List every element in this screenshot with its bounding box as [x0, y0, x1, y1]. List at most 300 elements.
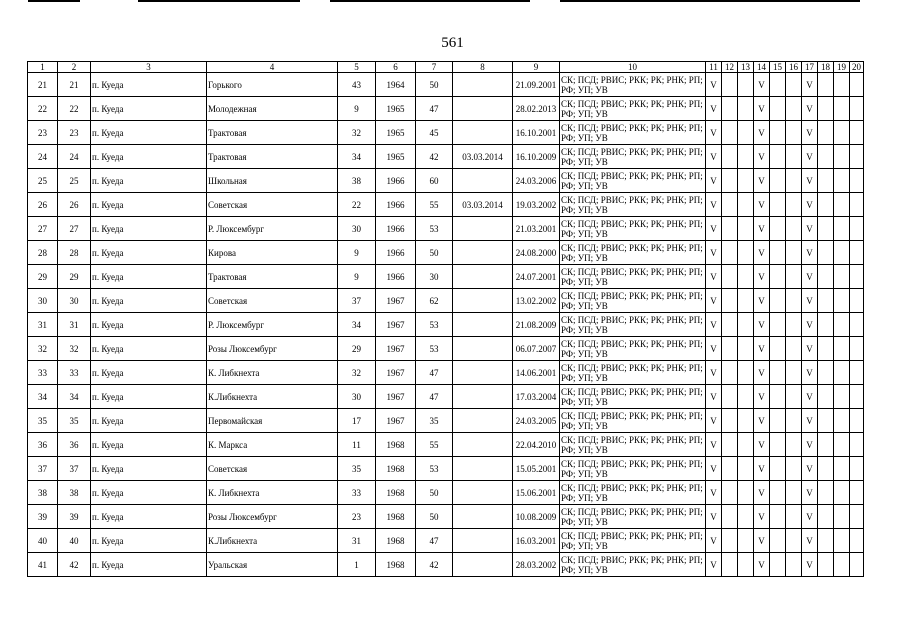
- mark-cell-20: [850, 433, 864, 457]
- mark-cell-11: V: [706, 457, 722, 481]
- mark-cell-13: [738, 313, 754, 337]
- equipment-list-cell: СК; ПСД; РВИС; РКК; РК; РНК; РП; РФ; УП; УВ: [560, 337, 706, 361]
- mark-cell-19: [834, 385, 850, 409]
- mark-cell-20: [850, 505, 864, 529]
- mark-cell-11: V: [706, 553, 722, 577]
- mark-cell-12: [722, 145, 738, 169]
- mark-cell-19: [834, 289, 850, 313]
- date-cell: 15.05.2001: [513, 457, 560, 481]
- mark-cell-17: V: [802, 337, 818, 361]
- mark-cell-12: [722, 529, 738, 553]
- street-cell: Кирова: [207, 241, 338, 265]
- mark-cell-19: [834, 121, 850, 145]
- mark-cell-14: V: [754, 433, 770, 457]
- date-cell: 17.03.2004: [513, 385, 560, 409]
- mark-cell-11: V: [706, 97, 722, 121]
- mark-cell-18: [818, 169, 834, 193]
- top-border-line: [28, 0, 80, 2]
- mark-cell-14: V: [754, 169, 770, 193]
- mark-cell-19: [834, 409, 850, 433]
- column-header-13: 13: [738, 62, 754, 73]
- equipment-list-cell: СК; ПСД; РВИС; РКК; РК; РНК; РП; РФ; УП; УВ: [560, 433, 706, 457]
- street-cell: Первомайская: [207, 409, 338, 433]
- mark-cell-12: [722, 553, 738, 577]
- mark-cell-16: [786, 553, 802, 577]
- mark-cell-14: V: [754, 265, 770, 289]
- mark-cell-18: [818, 457, 834, 481]
- mark-cell-17: V: [802, 145, 818, 169]
- row-number: 21: [28, 73, 58, 97]
- settlement-cell: п. Куеда: [91, 409, 207, 433]
- percent-cell: 42: [416, 553, 453, 577]
- mark-cell-16: [786, 121, 802, 145]
- row-number: 31: [28, 313, 58, 337]
- mark-cell-11: V: [706, 505, 722, 529]
- mark-cell-16: [786, 145, 802, 169]
- mark-cell-20: [850, 97, 864, 121]
- mark-cell-19: [834, 505, 850, 529]
- percent-cell: 47: [416, 529, 453, 553]
- row-number: 36: [28, 433, 58, 457]
- row-number: 24: [28, 145, 58, 169]
- house-number-cell: 33: [338, 481, 376, 505]
- column-header-2: 2: [58, 62, 91, 73]
- table-row: [28, 289, 864, 313]
- table-row: [28, 145, 864, 169]
- mark-cell-12: [722, 169, 738, 193]
- mark-cell-12: [722, 433, 738, 457]
- settlement-cell: п. Куеда: [91, 169, 207, 193]
- table-row: [28, 505, 864, 529]
- house-number-cell: 17: [338, 409, 376, 433]
- mark-cell-15: [770, 169, 786, 193]
- mark-cell-19: [834, 361, 850, 385]
- item-number: 39: [58, 505, 91, 529]
- mark-cell-18: [818, 289, 834, 313]
- item-number: 25: [58, 169, 91, 193]
- percent-cell: 30: [416, 265, 453, 289]
- percent-cell: 53: [416, 217, 453, 241]
- equipment-list-cell: СК; ПСД; РВИС; РКК; РК; РНК; РП; РФ; УП; УВ: [560, 385, 706, 409]
- mark-cell-18: [818, 409, 834, 433]
- mark-cell-11: V: [706, 289, 722, 313]
- date-cell: [453, 97, 513, 121]
- mark-cell-14: V: [754, 121, 770, 145]
- mark-cell-15: [770, 193, 786, 217]
- mark-cell-13: [738, 457, 754, 481]
- mark-cell-16: [786, 529, 802, 553]
- percent-cell: 53: [416, 337, 453, 361]
- top-border-line: [138, 0, 300, 2]
- mark-cell-17: V: [802, 553, 818, 577]
- item-number: 27: [58, 217, 91, 241]
- mark-cell-18: [818, 553, 834, 577]
- mark-cell-17: V: [802, 385, 818, 409]
- house-number-cell: 11: [338, 433, 376, 457]
- settlement-cell: п. Куеда: [91, 433, 207, 457]
- mark-cell-19: [834, 193, 850, 217]
- settlement-cell: п. Куеда: [91, 553, 207, 577]
- row-number: 23: [28, 121, 58, 145]
- mark-cell-14: V: [754, 337, 770, 361]
- date-cell: 15.06.2001: [513, 481, 560, 505]
- mark-cell-17: V: [802, 241, 818, 265]
- item-number: 38: [58, 481, 91, 505]
- header-row: [28, 62, 864, 73]
- mark-cell-20: [850, 553, 864, 577]
- mark-cell-16: [786, 337, 802, 361]
- mark-cell-12: [722, 193, 738, 217]
- settlement-cell: п. Куеда: [91, 73, 207, 97]
- row-number: 38: [28, 481, 58, 505]
- mark-cell-16: [786, 193, 802, 217]
- mark-cell-20: [850, 313, 864, 337]
- column-header-12: 12: [722, 62, 738, 73]
- percent-cell: 50: [416, 505, 453, 529]
- mark-cell-13: [738, 481, 754, 505]
- date-cell: [453, 553, 513, 577]
- mark-cell-15: [770, 553, 786, 577]
- settlement-cell: п. Куеда: [91, 97, 207, 121]
- house-number-cell: 34: [338, 313, 376, 337]
- date-cell: [453, 217, 513, 241]
- date-cell: 21.09.2001: [513, 73, 560, 97]
- street-cell: К. Либкнехта: [207, 481, 338, 505]
- mark-cell-17: V: [802, 457, 818, 481]
- mark-cell-18: [818, 145, 834, 169]
- column-header-5: 5: [338, 62, 376, 73]
- year-built-cell: 1966: [376, 217, 416, 241]
- house-number-cell: 34: [338, 145, 376, 169]
- item-number: 36: [58, 433, 91, 457]
- date-cell: 24.03.2006: [513, 169, 560, 193]
- mark-cell-14: V: [754, 217, 770, 241]
- year-built-cell: 1966: [376, 193, 416, 217]
- row-number: 40: [28, 529, 58, 553]
- mark-cell-20: [850, 409, 864, 433]
- year-built-cell: 1968: [376, 433, 416, 457]
- mark-cell-11: V: [706, 193, 722, 217]
- house-number-cell: 35: [338, 457, 376, 481]
- date-cell: [453, 361, 513, 385]
- mark-cell-19: [834, 265, 850, 289]
- mark-cell-17: V: [802, 97, 818, 121]
- date-cell: [453, 505, 513, 529]
- column-header-15: 15: [770, 62, 786, 73]
- mark-cell-11: V: [706, 241, 722, 265]
- date-cell: 03.03.2014: [453, 193, 513, 217]
- item-number: 42: [58, 553, 91, 577]
- equipment-list-cell: СК; ПСД; РВИС; РКК; РК; РНК; РП; РФ; УП; УВ: [560, 361, 706, 385]
- mark-cell-13: [738, 409, 754, 433]
- date-cell: 16.10.2009: [513, 145, 560, 169]
- street-cell: Советская: [207, 457, 338, 481]
- mark-cell-15: [770, 457, 786, 481]
- street-cell: Р. Люксембург: [207, 217, 338, 241]
- mark-cell-18: [818, 385, 834, 409]
- mark-cell-20: [850, 265, 864, 289]
- item-number: 34: [58, 385, 91, 409]
- mark-cell-13: [738, 73, 754, 97]
- percent-cell: 55: [416, 433, 453, 457]
- mark-cell-15: [770, 529, 786, 553]
- mark-cell-13: [738, 121, 754, 145]
- equipment-list-cell: СК; ПСД; РВИС; РКК; РК; РНК; РП; РФ; УП; УВ: [560, 145, 706, 169]
- mark-cell-12: [722, 73, 738, 97]
- mark-cell-15: [770, 313, 786, 337]
- mark-cell-15: [770, 121, 786, 145]
- row-number: 37: [28, 457, 58, 481]
- settlement-cell: п. Куеда: [91, 313, 207, 337]
- equipment-list-cell: СК; ПСД; РВИС; РКК; РК; РНК; РП; РФ; УП; УВ: [560, 409, 706, 433]
- item-number: 37: [58, 457, 91, 481]
- date-cell: [453, 385, 513, 409]
- street-cell: Трактовая: [207, 265, 338, 289]
- mark-cell-20: [850, 121, 864, 145]
- row-number: 33: [28, 361, 58, 385]
- date-cell: [453, 409, 513, 433]
- percent-cell: 60: [416, 169, 453, 193]
- date-cell: 14.06.2001: [513, 361, 560, 385]
- date-cell: 24.08.2000: [513, 241, 560, 265]
- mark-cell-16: [786, 385, 802, 409]
- date-cell: 06.07.2007: [513, 337, 560, 361]
- year-built-cell: 1968: [376, 505, 416, 529]
- mark-cell-16: [786, 265, 802, 289]
- percent-cell: 50: [416, 481, 453, 505]
- item-number: 35: [58, 409, 91, 433]
- mark-cell-20: [850, 361, 864, 385]
- column-header-18: 18: [818, 62, 834, 73]
- table-row: [28, 241, 864, 265]
- date-cell: 24.07.2001: [513, 265, 560, 289]
- settlement-cell: п. Куеда: [91, 241, 207, 265]
- mark-cell-18: [818, 529, 834, 553]
- mark-cell-11: V: [706, 481, 722, 505]
- mark-cell-18: [818, 481, 834, 505]
- mark-cell-18: [818, 97, 834, 121]
- mark-cell-12: [722, 121, 738, 145]
- mark-cell-14: V: [754, 457, 770, 481]
- row-number: 30: [28, 289, 58, 313]
- mark-cell-13: [738, 385, 754, 409]
- mark-cell-17: V: [802, 361, 818, 385]
- year-built-cell: 1967: [376, 313, 416, 337]
- settlement-cell: п. Куеда: [91, 265, 207, 289]
- mark-cell-18: [818, 73, 834, 97]
- mark-cell-20: [850, 385, 864, 409]
- settlement-cell: п. Куеда: [91, 481, 207, 505]
- mark-cell-20: [850, 217, 864, 241]
- column-header-11: 11: [706, 62, 722, 73]
- mark-cell-14: V: [754, 73, 770, 97]
- equipment-list-cell: СК; ПСД; РВИС; РКК; РК; РНК; РП; РФ; УП; УВ: [560, 481, 706, 505]
- street-cell: Школьная: [207, 169, 338, 193]
- mark-cell-15: [770, 361, 786, 385]
- equipment-list-cell: СК; ПСД; РВИС; РКК; РК; РНК; РП; РФ; УП; УВ: [560, 529, 706, 553]
- house-number-cell: 9: [338, 97, 376, 121]
- mark-cell-11: V: [706, 313, 722, 337]
- house-number-cell: 30: [338, 385, 376, 409]
- street-cell: Р. Люксембург: [207, 313, 338, 337]
- mark-cell-17: V: [802, 529, 818, 553]
- mark-cell-14: V: [754, 193, 770, 217]
- mark-cell-20: [850, 457, 864, 481]
- year-built-cell: 1966: [376, 241, 416, 265]
- settlement-cell: п. Куеда: [91, 505, 207, 529]
- table-row: [28, 73, 864, 97]
- street-cell: Уральская: [207, 553, 338, 577]
- mark-cell-15: [770, 217, 786, 241]
- equipment-list-cell: СК; ПСД; РВИС; РКК; РК; РНК; РП; РФ; УП; УВ: [560, 97, 706, 121]
- date-cell: [453, 481, 513, 505]
- settlement-cell: п. Куеда: [91, 337, 207, 361]
- date-cell: [453, 241, 513, 265]
- item-number: 24: [58, 145, 91, 169]
- row-number: 22: [28, 97, 58, 121]
- date-cell: [453, 265, 513, 289]
- percent-cell: 62: [416, 289, 453, 313]
- percent-cell: 50: [416, 73, 453, 97]
- table-row: [28, 313, 864, 337]
- mark-cell-11: V: [706, 265, 722, 289]
- mark-cell-15: [770, 385, 786, 409]
- mark-cell-12: [722, 337, 738, 361]
- table-row: [28, 553, 864, 577]
- house-number-cell: 38: [338, 169, 376, 193]
- street-cell: Советская: [207, 289, 338, 313]
- mark-cell-17: V: [802, 217, 818, 241]
- mark-cell-11: V: [706, 385, 722, 409]
- percent-cell: 53: [416, 313, 453, 337]
- date-cell: [453, 121, 513, 145]
- year-built-cell: 1966: [376, 265, 416, 289]
- mark-cell-12: [722, 409, 738, 433]
- house-number-cell: 31: [338, 529, 376, 553]
- date-cell: 24.03.2005: [513, 409, 560, 433]
- item-number: 26: [58, 193, 91, 217]
- page-number: 561: [441, 35, 464, 51]
- mark-cell-17: V: [802, 313, 818, 337]
- row-number: 34: [28, 385, 58, 409]
- house-number-cell: 43: [338, 73, 376, 97]
- percent-cell: 55: [416, 193, 453, 217]
- top-border-line: [560, 0, 860, 2]
- mark-cell-18: [818, 265, 834, 289]
- mark-cell-12: [722, 265, 738, 289]
- year-built-cell: 1965: [376, 97, 416, 121]
- settlement-cell: п. Куеда: [91, 457, 207, 481]
- item-number: 31: [58, 313, 91, 337]
- street-cell: К. Либкнехта: [207, 361, 338, 385]
- mark-cell-11: V: [706, 145, 722, 169]
- table-row: [28, 481, 864, 505]
- table-row: [28, 217, 864, 241]
- mark-cell-14: V: [754, 529, 770, 553]
- table-body: [28, 73, 864, 577]
- mark-cell-19: [834, 169, 850, 193]
- mark-cell-14: V: [754, 361, 770, 385]
- house-number-cell: 22: [338, 193, 376, 217]
- item-number: 30: [58, 289, 91, 313]
- table-row: [28, 169, 864, 193]
- equipment-list-cell: СК; ПСД; РВИС; РКК; РК; РНК; РП; РФ; УП; УВ: [560, 73, 706, 97]
- percent-cell: 47: [416, 385, 453, 409]
- table-row: [28, 385, 864, 409]
- settlement-cell: п. Куеда: [91, 289, 207, 313]
- mark-cell-16: [786, 169, 802, 193]
- mark-cell-17: V: [802, 433, 818, 457]
- mark-cell-12: [722, 313, 738, 337]
- equipment-list-cell: СК; ПСД; РВИС; РКК; РК; РНК; РП; РФ; УП; УВ: [560, 289, 706, 313]
- equipment-list-cell: СК; ПСД; РВИС; РКК; РК; РНК; РП; РФ; УП; УВ: [560, 265, 706, 289]
- item-number: 22: [58, 97, 91, 121]
- mark-cell-11: V: [706, 433, 722, 457]
- row-number: 35: [28, 409, 58, 433]
- mark-cell-13: [738, 529, 754, 553]
- register-table: [27, 61, 864, 577]
- equipment-list-cell: СК; ПСД; РВИС; РКК; РК; РНК; РП; РФ; УП; УВ: [560, 313, 706, 337]
- settlement-cell: п. Куеда: [91, 385, 207, 409]
- house-number-cell: 9: [338, 265, 376, 289]
- equipment-list-cell: СК; ПСД; РВИС; РКК; РК; РНК; РП; РФ; УП; УВ: [560, 241, 706, 265]
- mark-cell-17: V: [802, 193, 818, 217]
- mark-cell-14: V: [754, 313, 770, 337]
- mark-cell-20: [850, 169, 864, 193]
- house-number-cell: 1: [338, 553, 376, 577]
- row-number: 28: [28, 241, 58, 265]
- mark-cell-17: V: [802, 505, 818, 529]
- settlement-cell: п. Куеда: [91, 361, 207, 385]
- date-cell: 28.02.2013: [513, 97, 560, 121]
- date-cell: 16.03.2001: [513, 529, 560, 553]
- date-cell: [453, 337, 513, 361]
- mark-cell-16: [786, 361, 802, 385]
- mark-cell-19: [834, 313, 850, 337]
- mark-cell-13: [738, 193, 754, 217]
- mark-cell-14: V: [754, 553, 770, 577]
- mark-cell-19: [834, 529, 850, 553]
- date-cell: 21.03.2001: [513, 217, 560, 241]
- house-number-cell: 32: [338, 121, 376, 145]
- settlement-cell: п. Куеда: [91, 193, 207, 217]
- year-built-cell: 1965: [376, 145, 416, 169]
- mark-cell-17: V: [802, 169, 818, 193]
- table-row: [28, 433, 864, 457]
- mark-cell-20: [850, 337, 864, 361]
- year-built-cell: 1968: [376, 529, 416, 553]
- year-built-cell: 1968: [376, 481, 416, 505]
- row-number: 27: [28, 217, 58, 241]
- mark-cell-11: V: [706, 169, 722, 193]
- mark-cell-17: V: [802, 73, 818, 97]
- row-number: 29: [28, 265, 58, 289]
- mark-cell-15: [770, 505, 786, 529]
- table-row: [28, 121, 864, 145]
- mark-cell-12: [722, 385, 738, 409]
- column-header-4: 4: [207, 62, 338, 73]
- mark-cell-20: [850, 529, 864, 553]
- mark-cell-19: [834, 217, 850, 241]
- mark-cell-17: V: [802, 121, 818, 145]
- mark-cell-13: [738, 337, 754, 361]
- column-header-7: 7: [416, 62, 453, 73]
- mark-cell-16: [786, 505, 802, 529]
- mark-cell-13: [738, 361, 754, 385]
- mark-cell-15: [770, 265, 786, 289]
- column-header-1: 1: [28, 62, 58, 73]
- date-cell: [453, 169, 513, 193]
